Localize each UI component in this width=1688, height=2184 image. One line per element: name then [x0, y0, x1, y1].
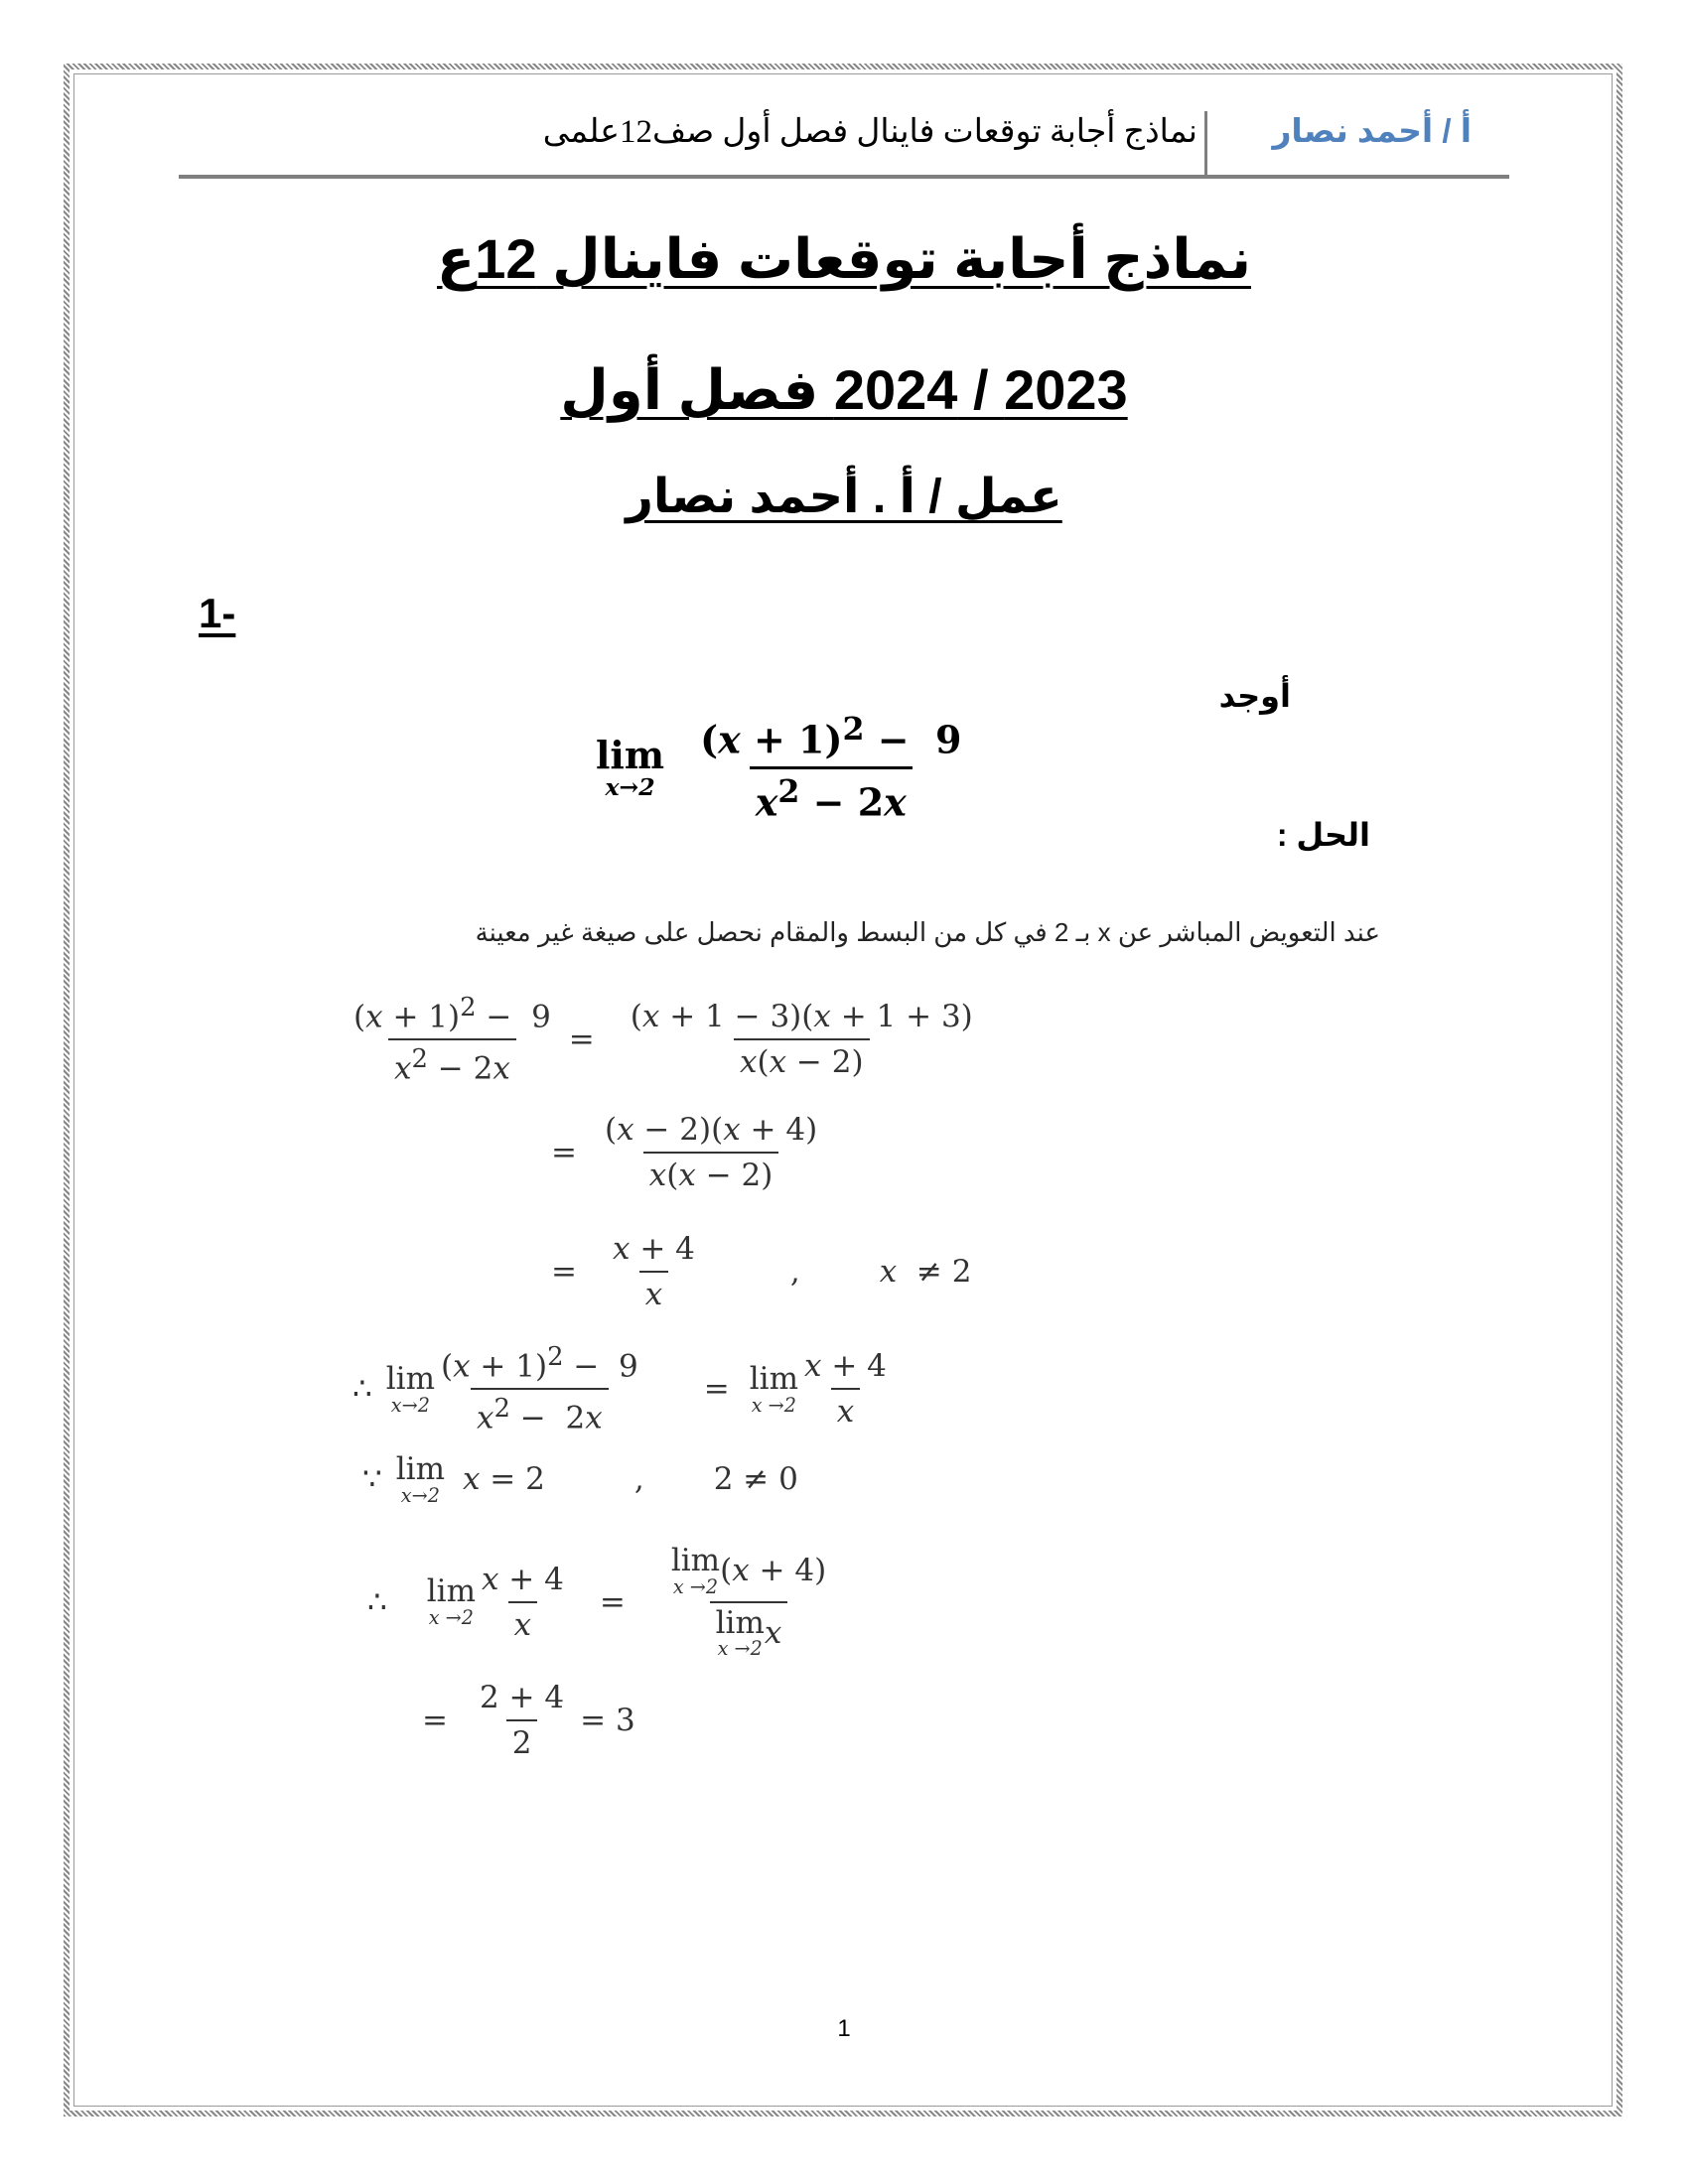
solution-label: الحل :: [1276, 817, 1370, 853]
solution-step-2: = $\frac{(x - 2)(x + 4)}{x(x - 2)}$: [551, 1112, 818, 1193]
document-subtitle-year: 2023 / 2024 فصل أول: [560, 358, 1128, 421]
document-title: نماذج أجابة توقعات فاينال 12ع: [437, 227, 1251, 290]
solution-step-1: $\frac{(x + 1)^2 - 9}{x^2 - 2x}$ = $\frac{(x + 1 - 3)(x + 1 + 3)}{x(x - 2)}$: [353, 993, 973, 1087]
solution-step-6: ∴ lim x →2 $\frac{x + 4}{x}$ = lim x →2 (x + 4) lim x →2 x: [367, 1543, 827, 1661]
header-rule: [179, 175, 1509, 179]
header-author: أ / أحمد نصار: [1272, 112, 1472, 149]
solution-step-5: ∵ lim x→2 x = 2 , 2 ≠ 0: [362, 1451, 798, 1507]
header-title: نماذج أجابة توقعات فاينال فصل أول صف12علمى: [542, 114, 1197, 150]
header-separator: [1204, 111, 1207, 177]
solution-step-7: = $\frac{2 + 4}{2}$ = 3: [422, 1680, 635, 1761]
question-limit-expression: lim x→2 $\frac{(x + 1)^2 - 9}{x^2 - 2x}$: [596, 711, 962, 825]
solution-intro-text: عند التعويض المباشر عن x بـ 2 في كل من البسط والمقام نحصل على صيغة غير معينة: [475, 917, 1380, 947]
question-number: 1-: [199, 590, 236, 636]
solution-step-3: = $\frac{x + 4}{x}$ , x ≠ 2: [551, 1231, 972, 1312]
question-prompt: أوجد: [1218, 678, 1291, 714]
document-author-line: عمل / أ . أحمد نصار: [626, 471, 1062, 523]
solution-step-4: ∴ lim x→2 $\frac{(x + 1)^2 - 9}{x^2 - 2x}$ = lim x →2 $\frac{x + 4}{x}$: [352, 1342, 887, 1436]
page-number: 1: [837, 2015, 851, 2042]
